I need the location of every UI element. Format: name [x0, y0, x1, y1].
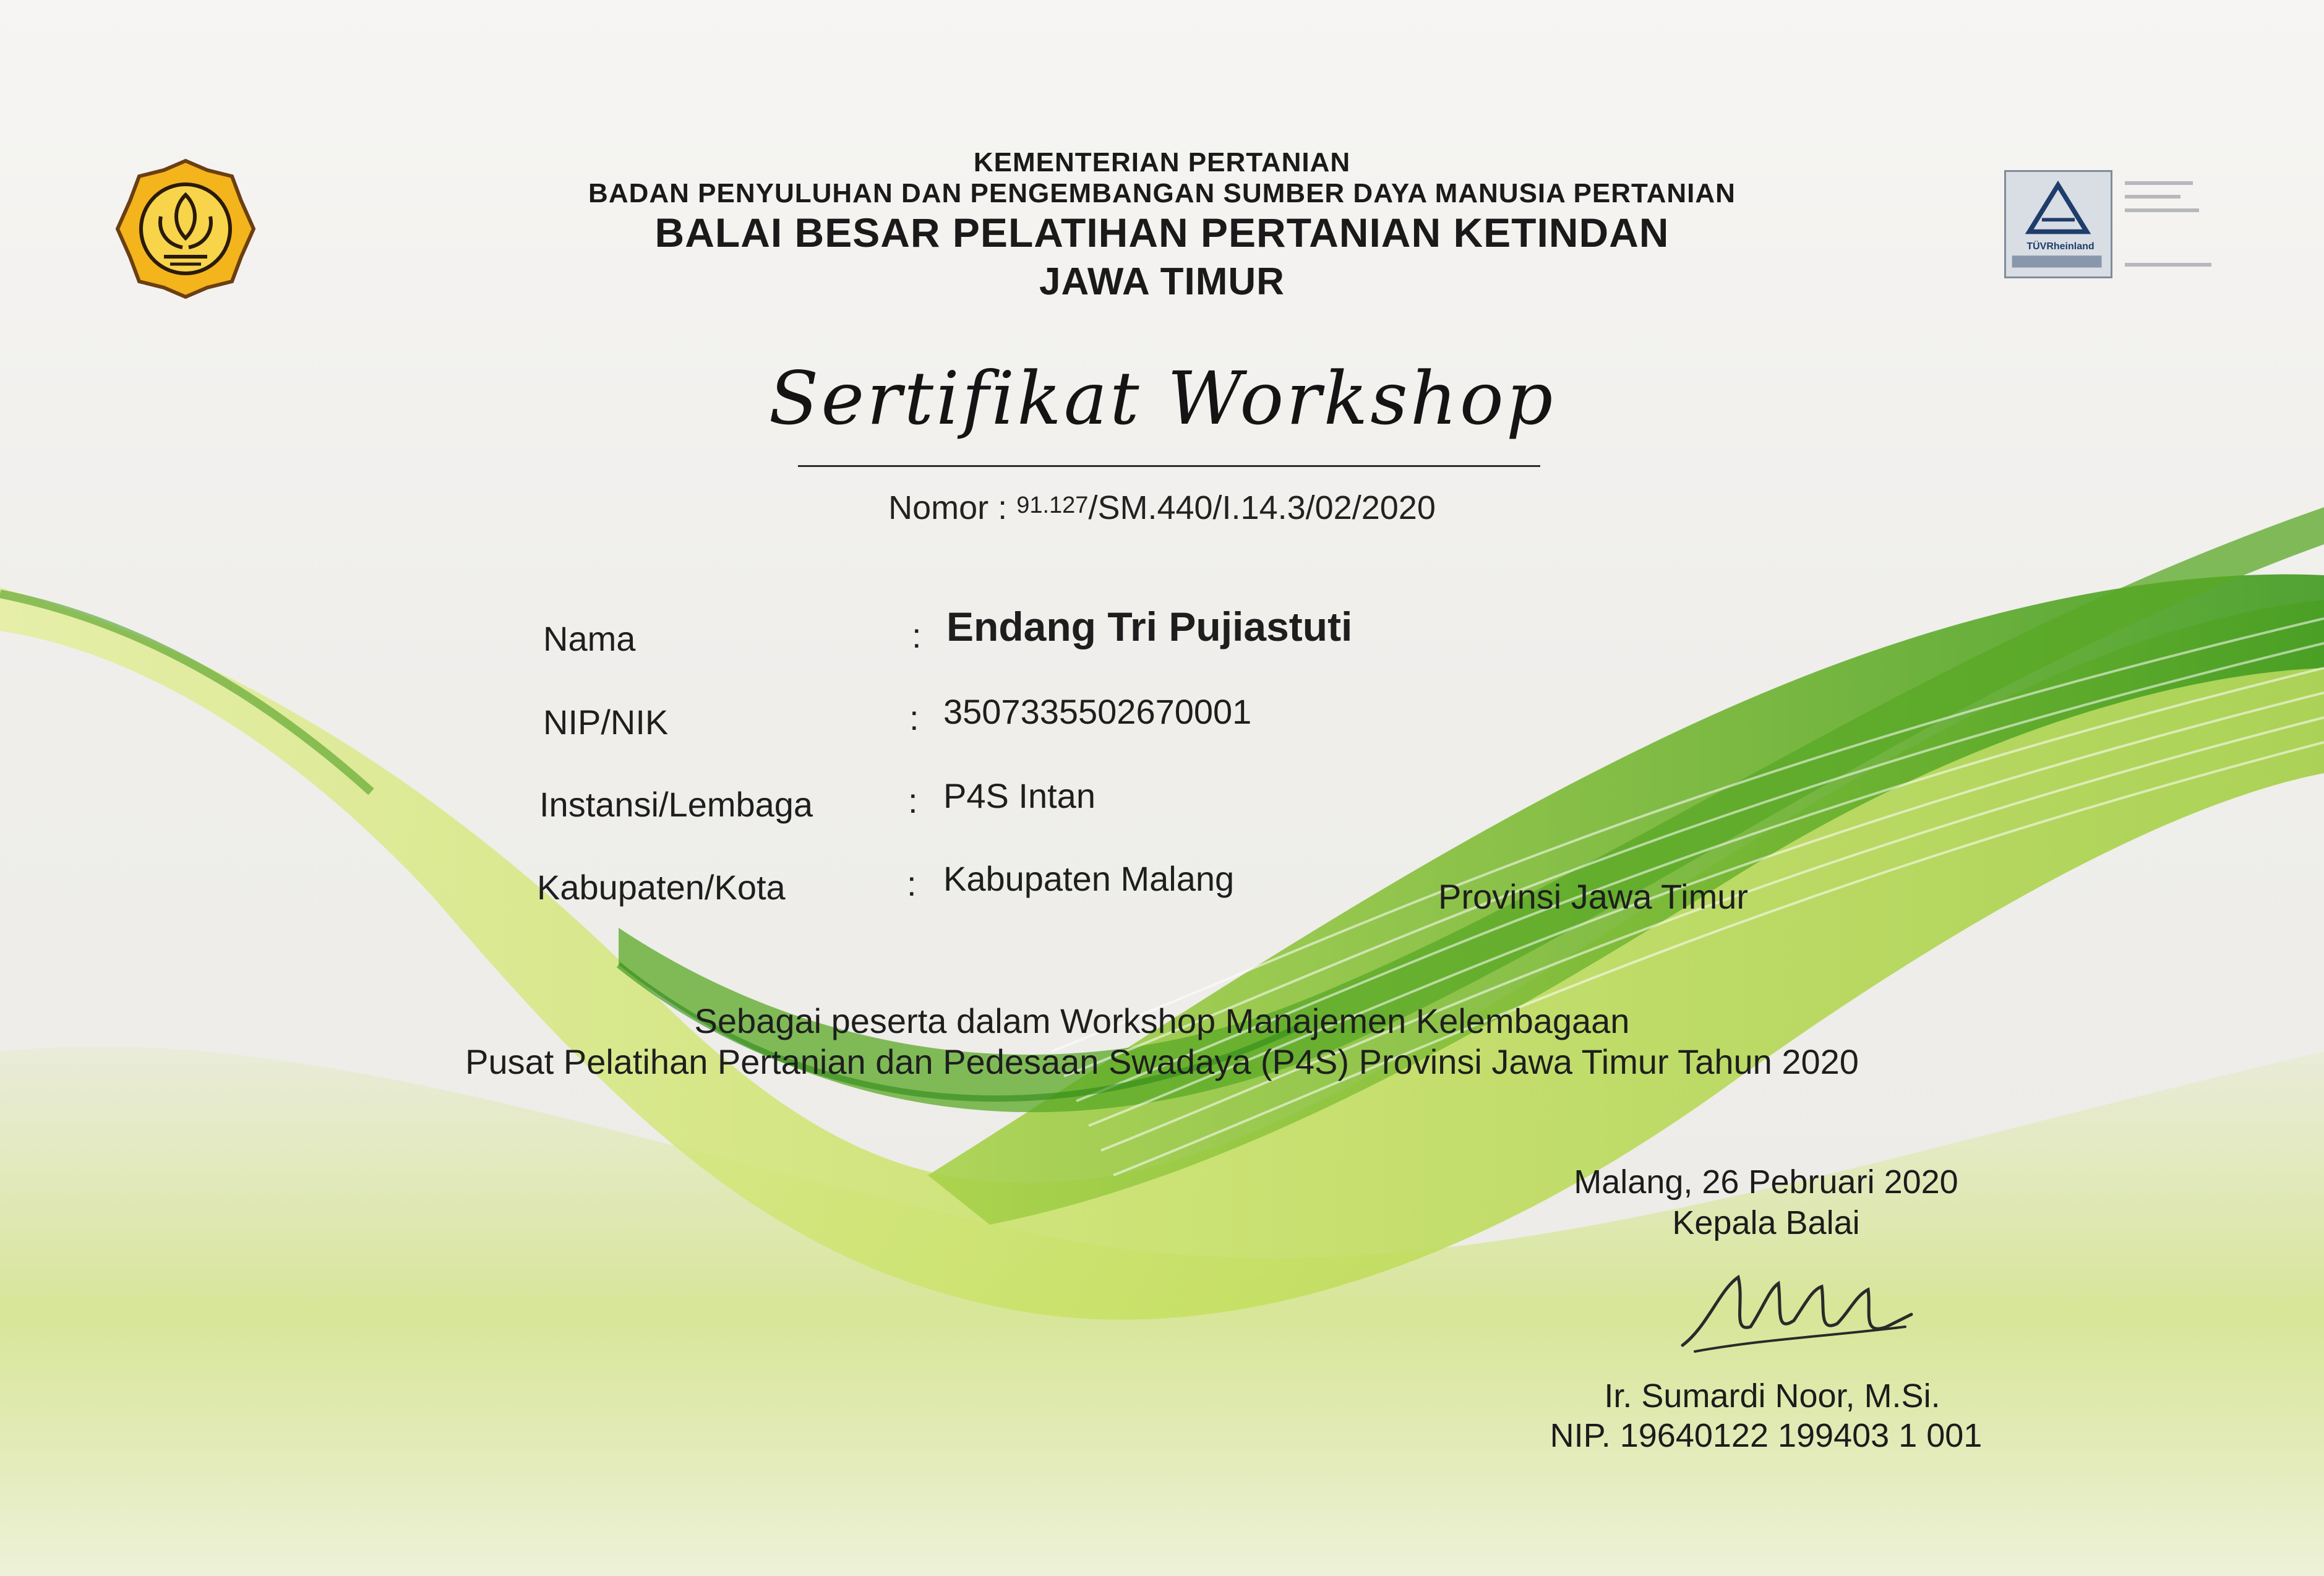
instansi-label: Instansi/Lembaga [539, 785, 813, 824]
kabupaten-value: Kabupaten Malang [943, 859, 1235, 898]
handwritten-signature [1670, 1253, 1918, 1376]
certificate-title: Sertifikat Workshop [768, 356, 1556, 441]
description-line-1: Sebagai peserta dalam Workshop Manajemen Kelembagaan [694, 1001, 1630, 1040]
nip-colon: : [909, 698, 919, 737]
header-ministry: KEMENTERIAN PERTANIAN [973, 147, 1351, 178]
nama-colon: : [912, 616, 922, 655]
title-underline [798, 465, 1540, 467]
sign-role: Kepala Balai [1672, 1204, 1860, 1241]
signatory-name: Ir. Sumardi Noor, M.Si. [1604, 1377, 1940, 1415]
description-line-2: Pusat Pelatihan Pertanian dan Pedesaan Swadaya (P4S) Provinsi Jawa Timur Tahun 2020 [465, 1042, 1859, 1081]
nama-label: Nama [543, 619, 636, 658]
header-agency: BADAN PENYULUHAN DAN PENGEMBANGAN SUMBER DAYA MANUSIA PERTANIAN [588, 178, 1736, 208]
kabupaten-label: Kabupaten/Kota [537, 868, 786, 907]
provinsi-value: Provinsi Jawa Timur [1438, 877, 1749, 916]
kabupaten-colon: : [907, 864, 917, 903]
sign-place-date: Malang, 26 Pebruari 2020 [1574, 1163, 1958, 1201]
nomor-prefix: 91.127 [1016, 492, 1089, 518]
certificate-number [0, 489, 2324, 527]
tuv-label: TÜVRheinland [2026, 241, 2095, 252]
nip-value: 3507335502670001 [943, 692, 1252, 731]
nama-value: Endang Tri Pujiastuti [946, 604, 1353, 649]
nip-label: NIP/NIK [543, 703, 669, 742]
header-institution: BALAI BESAR PELATIHAN PERTANIAN KETINDAN [654, 210, 1670, 255]
nomor-label: Nomor : [888, 489, 1008, 526]
signatory-nip: NIP. 19640122 199403 1 001 [1550, 1417, 1983, 1454]
nomor-suffix: /SM.440/I.14.3/02/2020 [1088, 489, 1436, 526]
instansi-value: P4S Intan [943, 776, 1096, 815]
instansi-colon: : [908, 781, 918, 820]
header-province: JAWA TIMUR [1039, 260, 1285, 303]
